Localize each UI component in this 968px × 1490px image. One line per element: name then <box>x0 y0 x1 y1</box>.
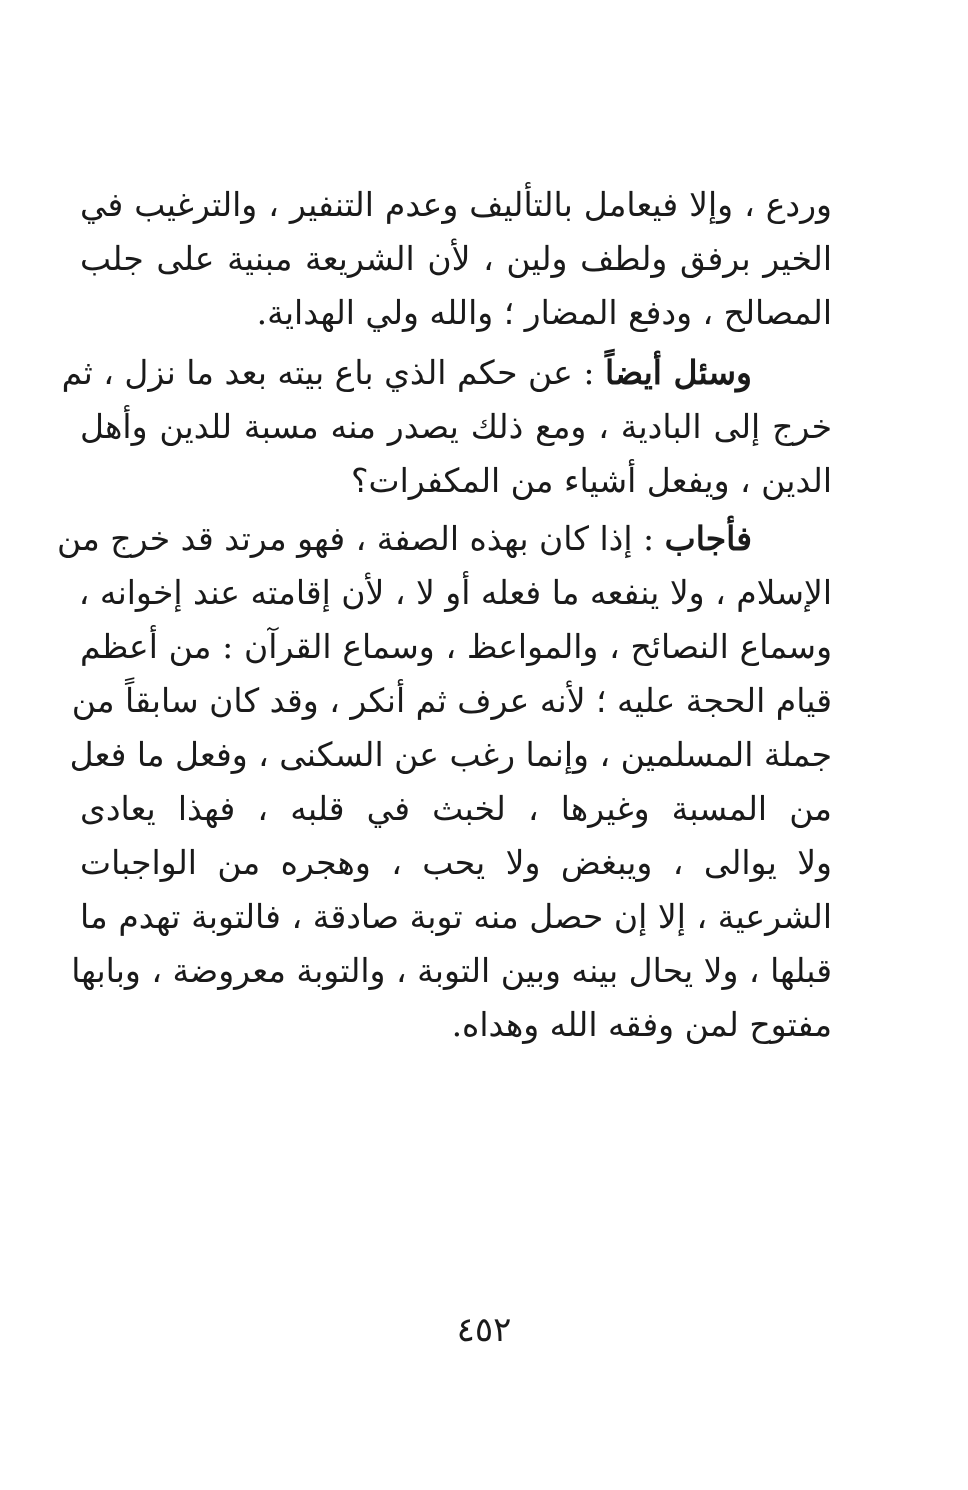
paragraph-3-line-4: قيام الحجة عليه ؛ لأنه عرف ثم أنكر ، وقد كان سابقاً من <box>71 681 832 720</box>
paragraph-3 <box>56 512 832 1052</box>
paragraph-3-line-8: الشرعية ، إلا إن حصل منه توبة صادقة ، فالتوبة تهدم ما <box>80 897 832 936</box>
paragraph-3-line-1-text: : إذا كان بهذه الصفة ، فهو مرتد قد خرج من <box>56 519 665 558</box>
paragraph-3-line-7: ولا يوالى ، ويبغض ولا يحب ، وهجره من الواجبات <box>80 843 832 882</box>
question-lead: وسئل أيضاً <box>604 353 752 392</box>
paragraph-1 <box>80 178 832 340</box>
paragraph-3-line-2: الإسلام ، ولا ينفعه ما فعله أو لا ، لأن إقامته عند إخوانه ، <box>78 573 832 612</box>
page-number: ٤٥٢ <box>456 1310 512 1350</box>
paragraph-3-line-10: مفتوح لمن وفقه الله وهداه. <box>451 1005 832 1044</box>
paragraph-3-line-6: من المسبة وغيرها ، لخبث في قلبه ، فهذا يعادى <box>80 789 832 828</box>
answer-lead: فأجاب <box>664 519 752 558</box>
paragraph-2-line-3: الدين ، ويفعل أشياء من المكفرات؟ <box>351 461 832 500</box>
paragraph-3-line-3: وسماع النصائح ، والمواعظ ، وسماع القرآن : من أعظم <box>80 627 832 666</box>
paragraph-2-line-1-text: : عن حكم الذي باع بيته بعد ما نزل ، ثم <box>61 353 605 392</box>
paragraph-2-line-1 <box>61 346 832 400</box>
paragraph-3-line-5: جملة المسلمين ، وإنما رغب عن السكنى ، وفعل ما فعل <box>69 735 832 774</box>
paragraph-3-line-9: قبلها ، ولا يحال بينه وبين التوبة ، والتوبة معروضة ، وبابها <box>71 951 832 990</box>
paragraph-1-line-1: وردع ، وإلا فيعامل بالتأليف وعدم التنفير ، والترغيب في <box>80 185 832 224</box>
paragraph-2 <box>61 346 832 508</box>
paragraph-1-line-3: المصالح ، ودفع المضار ؛ والله ولي الهداية. <box>256 293 832 332</box>
paragraph-3-line-1 <box>56 512 832 566</box>
paragraph-2-line-2: خرج إلى البادية ، ومع ذلك يصدر منه مسبة للدين وأهل <box>80 407 832 446</box>
paragraph-1-line-2: الخير برفق ولطف ولين ، لأن الشريعة مبنية على جلب <box>80 239 832 278</box>
